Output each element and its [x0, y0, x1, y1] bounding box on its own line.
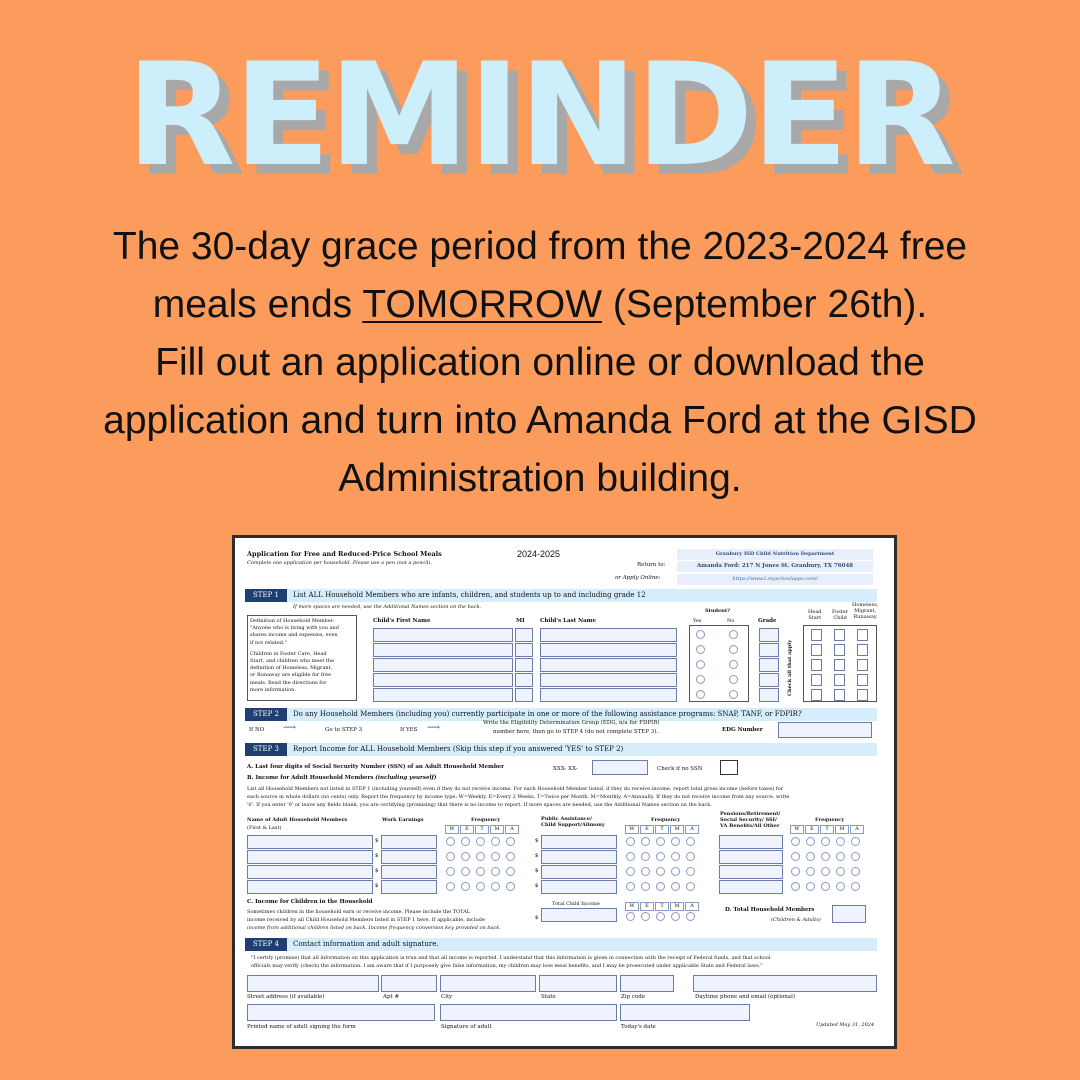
definition-line: if not related." [250, 639, 287, 646]
pension-field [719, 880, 783, 894]
col-foster-child: Foster Child [832, 609, 849, 621]
b-label-line: B. Income for Adult Household Members (including yourself) [247, 775, 437, 781]
step3-label: STEP 3 [245, 743, 287, 756]
city-field [440, 975, 536, 992]
frequency-circle [641, 837, 650, 846]
frequency-circle [446, 867, 455, 876]
frequency-circle [671, 882, 680, 891]
freq-letter: T [475, 825, 489, 834]
no-ssn-checkbox [720, 760, 738, 775]
frequency-circle [626, 912, 635, 921]
col-no: No [727, 618, 735, 624]
frequency-circle [686, 852, 695, 861]
form-department: Granbury ISD Child Nutrition Department [677, 549, 873, 560]
message-line-3: Fill out an application online or download the [155, 341, 925, 384]
freq-letter: E [805, 825, 819, 834]
child-mi-field [515, 628, 533, 642]
frequency-circle [671, 867, 680, 876]
ssn-prefix: XXX- XX- [553, 766, 578, 772]
definition-line: shares income and expenses, even [250, 632, 338, 639]
freq-letter: A [685, 902, 699, 911]
adult-name-field [247, 880, 373, 894]
frequency-circle [506, 882, 515, 891]
freq-letter: M [835, 825, 849, 834]
freq-letter: A [850, 825, 864, 834]
frequency-circle [821, 852, 830, 861]
certify-2: officials may verify (check) the information. I am aware that if I purposely give false information, my children may lose meal benefits, and I may be prosecuted under applicable State and Federal laws." [251, 963, 763, 969]
definition-line: more information. [250, 686, 296, 693]
edg-instruction-1: Write the Eligibility Determination Group (EDG, n/a for FDPIR) [483, 720, 660, 726]
frequency-circle [476, 882, 485, 891]
date-label: Today's date [621, 1024, 656, 1030]
apt-field [381, 975, 437, 992]
pension-field [719, 865, 783, 879]
child-dollar-sign: $ [535, 915, 539, 921]
dollar-sign: $ [375, 853, 379, 859]
frequency-circle [791, 867, 800, 876]
application-form-image [232, 535, 897, 1049]
arrow-right-icon: ⟶ [283, 723, 296, 733]
message-emphasis: TOMORROW [362, 283, 603, 326]
step2-text: Do any Household Members (including you) currently participate in one or more of the following assistance programs: SNAP, TANF, or FDPIR? [293, 710, 802, 718]
if-yes: If YES [400, 727, 418, 733]
public-assistance-field [541, 865, 617, 879]
frequency-circle [476, 837, 485, 846]
frequency-circle [446, 837, 455, 846]
frequency-circle [656, 867, 665, 876]
col-public-assistance: Public Assistance/ Child Support/Alimony [541, 816, 605, 828]
edg-number-field [778, 722, 872, 738]
adult-name-field [247, 865, 373, 879]
col-frequency-2: Frequency [651, 817, 681, 823]
col-first-name: Child's First Name [373, 618, 431, 624]
col-work-earnings: Work Earnings [382, 817, 424, 823]
c-text-2: income received by all Child Household Members listed in STEP 1 here. If applicable, include [247, 917, 485, 923]
frequency-circle [446, 852, 455, 861]
frequency-circle [491, 867, 500, 876]
frequency-circle [476, 867, 485, 876]
headline: REMINDER [126, 33, 954, 198]
frequency-circle [656, 912, 665, 921]
col-adult-name: Name of Adult Household Members [247, 817, 348, 823]
phone-label: Daytime phone and email (optional) [695, 994, 795, 1000]
dollar-sign: $ [375, 868, 379, 874]
b-text-2: each source in whole dollars (no cents) only. Report the frequency by income type: W=Weekly, E=Every 2 Weeks, T=Twice per Month, M=Monthly, A=Annually. If they do not receive income from any source, write [247, 794, 790, 800]
grade-field [759, 673, 779, 687]
frequency-circle [686, 912, 695, 921]
child-first-name-field [373, 628, 513, 642]
col-mi: MI [516, 618, 525, 624]
frequency-circle [626, 867, 635, 876]
frequency-circle [851, 852, 860, 861]
freq-letter: E [460, 825, 474, 834]
go-step3: Go to STEP 3 [325, 727, 363, 733]
date-field [620, 1004, 750, 1021]
frequency-circle [806, 882, 815, 891]
work-earnings-field [381, 835, 437, 849]
student-group [689, 625, 749, 702]
col-pensions: Pensions/Retirement/ Social Security/ SSI/ VA Benefits/All Other [720, 811, 781, 829]
frequency-circle [806, 867, 815, 876]
frequency-circle [671, 912, 680, 921]
dollar-sign: $ [375, 883, 379, 889]
frequency-circle [836, 837, 845, 846]
child-first-name-field [373, 643, 513, 657]
frequency-circle [626, 852, 635, 861]
street-field [247, 975, 379, 992]
freq-letter: W [625, 825, 639, 834]
child-mi-field [515, 658, 533, 672]
freq-letter: M [670, 902, 684, 911]
frequency-circle [791, 882, 800, 891]
printed-name-label: Printed name of adult signing the form [247, 1024, 356, 1030]
dollar-sign: $ [375, 838, 379, 844]
no-ssn-label: Check if no SSN [657, 766, 703, 772]
frequency-circle [671, 837, 680, 846]
col-adult-name-sub: (First & Last) [247, 825, 282, 831]
definition-line: Start, and children who meet the [250, 658, 335, 665]
total-child-income-label: Total Child Income [552, 901, 600, 907]
public-assistance-field [541, 880, 617, 894]
dollar-sign: $ [535, 883, 539, 889]
freq-letter: M [670, 825, 684, 834]
message-line-2-post: (September 26th). [602, 283, 928, 326]
col-frequency-3: Frequency [815, 817, 845, 823]
grade-field [759, 643, 779, 657]
c-text-1: Sometimes children in the household earn or receive income. Please include the TOTAL [247, 909, 471, 915]
step4-label: STEP 4 [245, 938, 287, 951]
grade-field [759, 658, 779, 672]
frequency-circle [656, 837, 665, 846]
frequency-circle [671, 852, 680, 861]
signature-label: Signature of adult [441, 1024, 492, 1030]
frequency-circle [851, 837, 860, 846]
frequency-circle [461, 882, 470, 891]
col-student: Student? [705, 608, 731, 614]
reminder-message [40, 218, 1040, 508]
freq-letter: T [655, 902, 669, 911]
grade-field [759, 688, 779, 702]
col-homeless: Homeless, Migrant, Runaway [852, 602, 879, 620]
b-text-1: List all Household Members not listed in STEP 1 (including yourself) even if they do not receive income. For each Household Member listed, if they do receive income, report total gross income (before taxes) for [247, 786, 784, 792]
printed-name-field [247, 1004, 435, 1021]
frequency-circle [461, 867, 470, 876]
c-text-3: income from additional children listed on back. Income frequency conversion key provided on back. [247, 925, 501, 931]
message-line-4: application and turn into Amanda Ford at the GISD [103, 399, 977, 442]
frequency-circle [806, 837, 815, 846]
b-text-3: '0'. If you enter '0' or leave any fields blank, you are certifying (promising) that there is no income to report. If more spaces are needed, use the Additional Names section on the back. [247, 802, 712, 808]
freq-letter: E [640, 902, 654, 911]
col-grade: Grade [758, 618, 777, 624]
step4-text: Contact information and adult signature. [293, 940, 439, 948]
frequency-circle [821, 867, 830, 876]
frequency-circle [506, 837, 515, 846]
frequency-circle [851, 867, 860, 876]
frequency-circle [686, 837, 695, 846]
step1-note: If more spaces are needed, use the Additional Names section on the back. [293, 604, 482, 610]
freq-letter: W [790, 825, 804, 834]
frequency-circle [821, 882, 830, 891]
col-yes: Yes [693, 618, 702, 624]
definition-line: Children in Foster Care, Head [250, 650, 327, 657]
definition-line: Definition of Household Member: [250, 618, 335, 624]
frequency-circle [626, 882, 635, 891]
frequency-circle [461, 837, 470, 846]
definition-line: definition of Homeless, Migrant, [250, 665, 333, 672]
apply-url: https://www2.myschoolapps.com/ [677, 574, 873, 585]
form-subtitle: Complete one application per household. Please use a pen (not a pencil). [247, 560, 432, 566]
public-assistance-field [541, 835, 617, 849]
message-line-1: The 30-day grace period from the 2023-2024 free [112, 225, 968, 268]
state-label: State [541, 994, 556, 1000]
child-last-name-field [540, 673, 677, 687]
state-field [539, 975, 617, 992]
frequency-circle [821, 837, 830, 846]
frequency-circle [836, 852, 845, 861]
frequency-circle [851, 882, 860, 891]
signature-field [440, 1004, 617, 1021]
child-last-name-field [540, 628, 677, 642]
freq-letter: A [505, 825, 519, 834]
col-frequency-1: Frequency [471, 817, 501, 823]
frequency-circle [461, 852, 470, 861]
frequency-circle [791, 837, 800, 846]
frequency-circle [641, 912, 650, 921]
freq-letter: W [445, 825, 459, 834]
adult-name-field [247, 850, 373, 864]
total-household-field [832, 905, 866, 923]
freq-letter: W [625, 902, 639, 911]
d-label: D. Total Household Members [725, 907, 815, 913]
child-mi-field [515, 673, 533, 687]
child-first-name-field [373, 658, 513, 672]
updated-note: Updated May 31, 2024 [816, 1022, 875, 1028]
return-label: Return to: [637, 562, 666, 568]
frequency-circle [806, 852, 815, 861]
child-last-name-field [540, 688, 677, 702]
step3-text: Report Income for ALL Household Members (Skip this step if you answered 'YES' to STEP 2) [293, 745, 624, 753]
certify-1: "I certify (promise) that all information on this application is true and that all income is reported. I understand that this information is given in connection with the receipt of Federal funds, and that school [251, 955, 771, 961]
frequency-circle [836, 867, 845, 876]
form-year: 2024-2025 [517, 549, 561, 559]
c-label: C. Income for Children in the Household [247, 899, 373, 905]
grade-field [759, 628, 779, 642]
frequency-circle [686, 867, 695, 876]
dollar-sign: $ [535, 853, 539, 859]
frequency-circle [476, 852, 485, 861]
message-line-2 [40, 276, 1040, 334]
dollar-sign: $ [535, 868, 539, 874]
check-group [803, 625, 877, 702]
zip-field [620, 975, 674, 992]
frequency-circle [506, 852, 515, 861]
definition-line: "Anyone who is living with you and [250, 625, 339, 632]
definition-line: meals. Read the directions for [250, 679, 327, 686]
form-title: Application for Free and Reduced-Price School Meals [247, 550, 442, 558]
frequency-circle [641, 867, 650, 876]
col-check-all: Check all that apply [787, 639, 793, 696]
pension-field [719, 850, 783, 864]
dollar-sign: $ [535, 838, 539, 844]
child-mi-field [515, 688, 533, 702]
frequency-circle [656, 852, 665, 861]
definition-line: or Runaway are eligible for free [250, 672, 332, 679]
child-last-name-field [540, 643, 677, 657]
work-earnings-field [381, 865, 437, 879]
step1-text: List ALL Household Members who are infants, children, and students up to and including grade 12 [293, 591, 646, 599]
child-last-name-field [540, 658, 677, 672]
total-child-income-field [541, 908, 617, 922]
arrow-right-icon: ⟶ [427, 723, 440, 733]
child-first-name-field [373, 688, 513, 702]
frequency-circle [491, 882, 500, 891]
apply-label: or Apply Online: [615, 575, 661, 581]
frequency-circle [656, 882, 665, 891]
phone-field [693, 975, 877, 992]
edg-instruction-2: number here, then go to STEP 4 (do not complete STEP 3). [493, 729, 659, 735]
frequency-circle [491, 852, 500, 861]
message-line-2-pre: meals ends [152, 283, 363, 326]
message-line-5: Administration building. [338, 457, 742, 500]
child-first-name-field [373, 673, 513, 687]
freq-letter: A [685, 825, 699, 834]
d-sub: (Children & Adults) [771, 917, 821, 923]
frequency-circle [641, 852, 650, 861]
public-assistance-field [541, 850, 617, 864]
ssn-field [592, 760, 648, 775]
freq-letter: E [640, 825, 654, 834]
city-label: City [441, 994, 453, 1000]
frequency-circle [491, 837, 500, 846]
frequency-circle [506, 867, 515, 876]
work-earnings-field [381, 880, 437, 894]
ssn-label: A. Last four digits of Social Security Number (SSN) of an Adult Household Member [247, 764, 505, 770]
apt-label: Apt # [383, 994, 400, 1000]
freq-letter: M [490, 825, 504, 834]
frequency-circle [836, 882, 845, 891]
zip-label: Zip code [621, 994, 646, 1000]
if-no: If NO [249, 727, 265, 733]
freq-letter: T [820, 825, 834, 834]
pension-field [719, 835, 783, 849]
household-definition [247, 615, 357, 701]
col-head-start: Head Start [808, 609, 822, 621]
child-mi-field [515, 643, 533, 657]
frequency-circle [686, 882, 695, 891]
work-earnings-field [381, 850, 437, 864]
frequency-circle [446, 882, 455, 891]
adult-name-field [247, 835, 373, 849]
frequency-circle [791, 852, 800, 861]
street-label: Street address (if available) [247, 994, 325, 1000]
freq-letter: T [655, 825, 669, 834]
frequency-circle [626, 837, 635, 846]
return-address: Amanda Ford: 217 N Jones St. Granbury, TX 76048 [677, 561, 873, 572]
step2-label: STEP 2 [245, 708, 287, 721]
col-last-name: Child's Last Name [540, 618, 596, 624]
step1-label: STEP 1 [245, 589, 287, 602]
frequency-circle [641, 882, 650, 891]
edg-label: EDG Number [722, 727, 763, 733]
